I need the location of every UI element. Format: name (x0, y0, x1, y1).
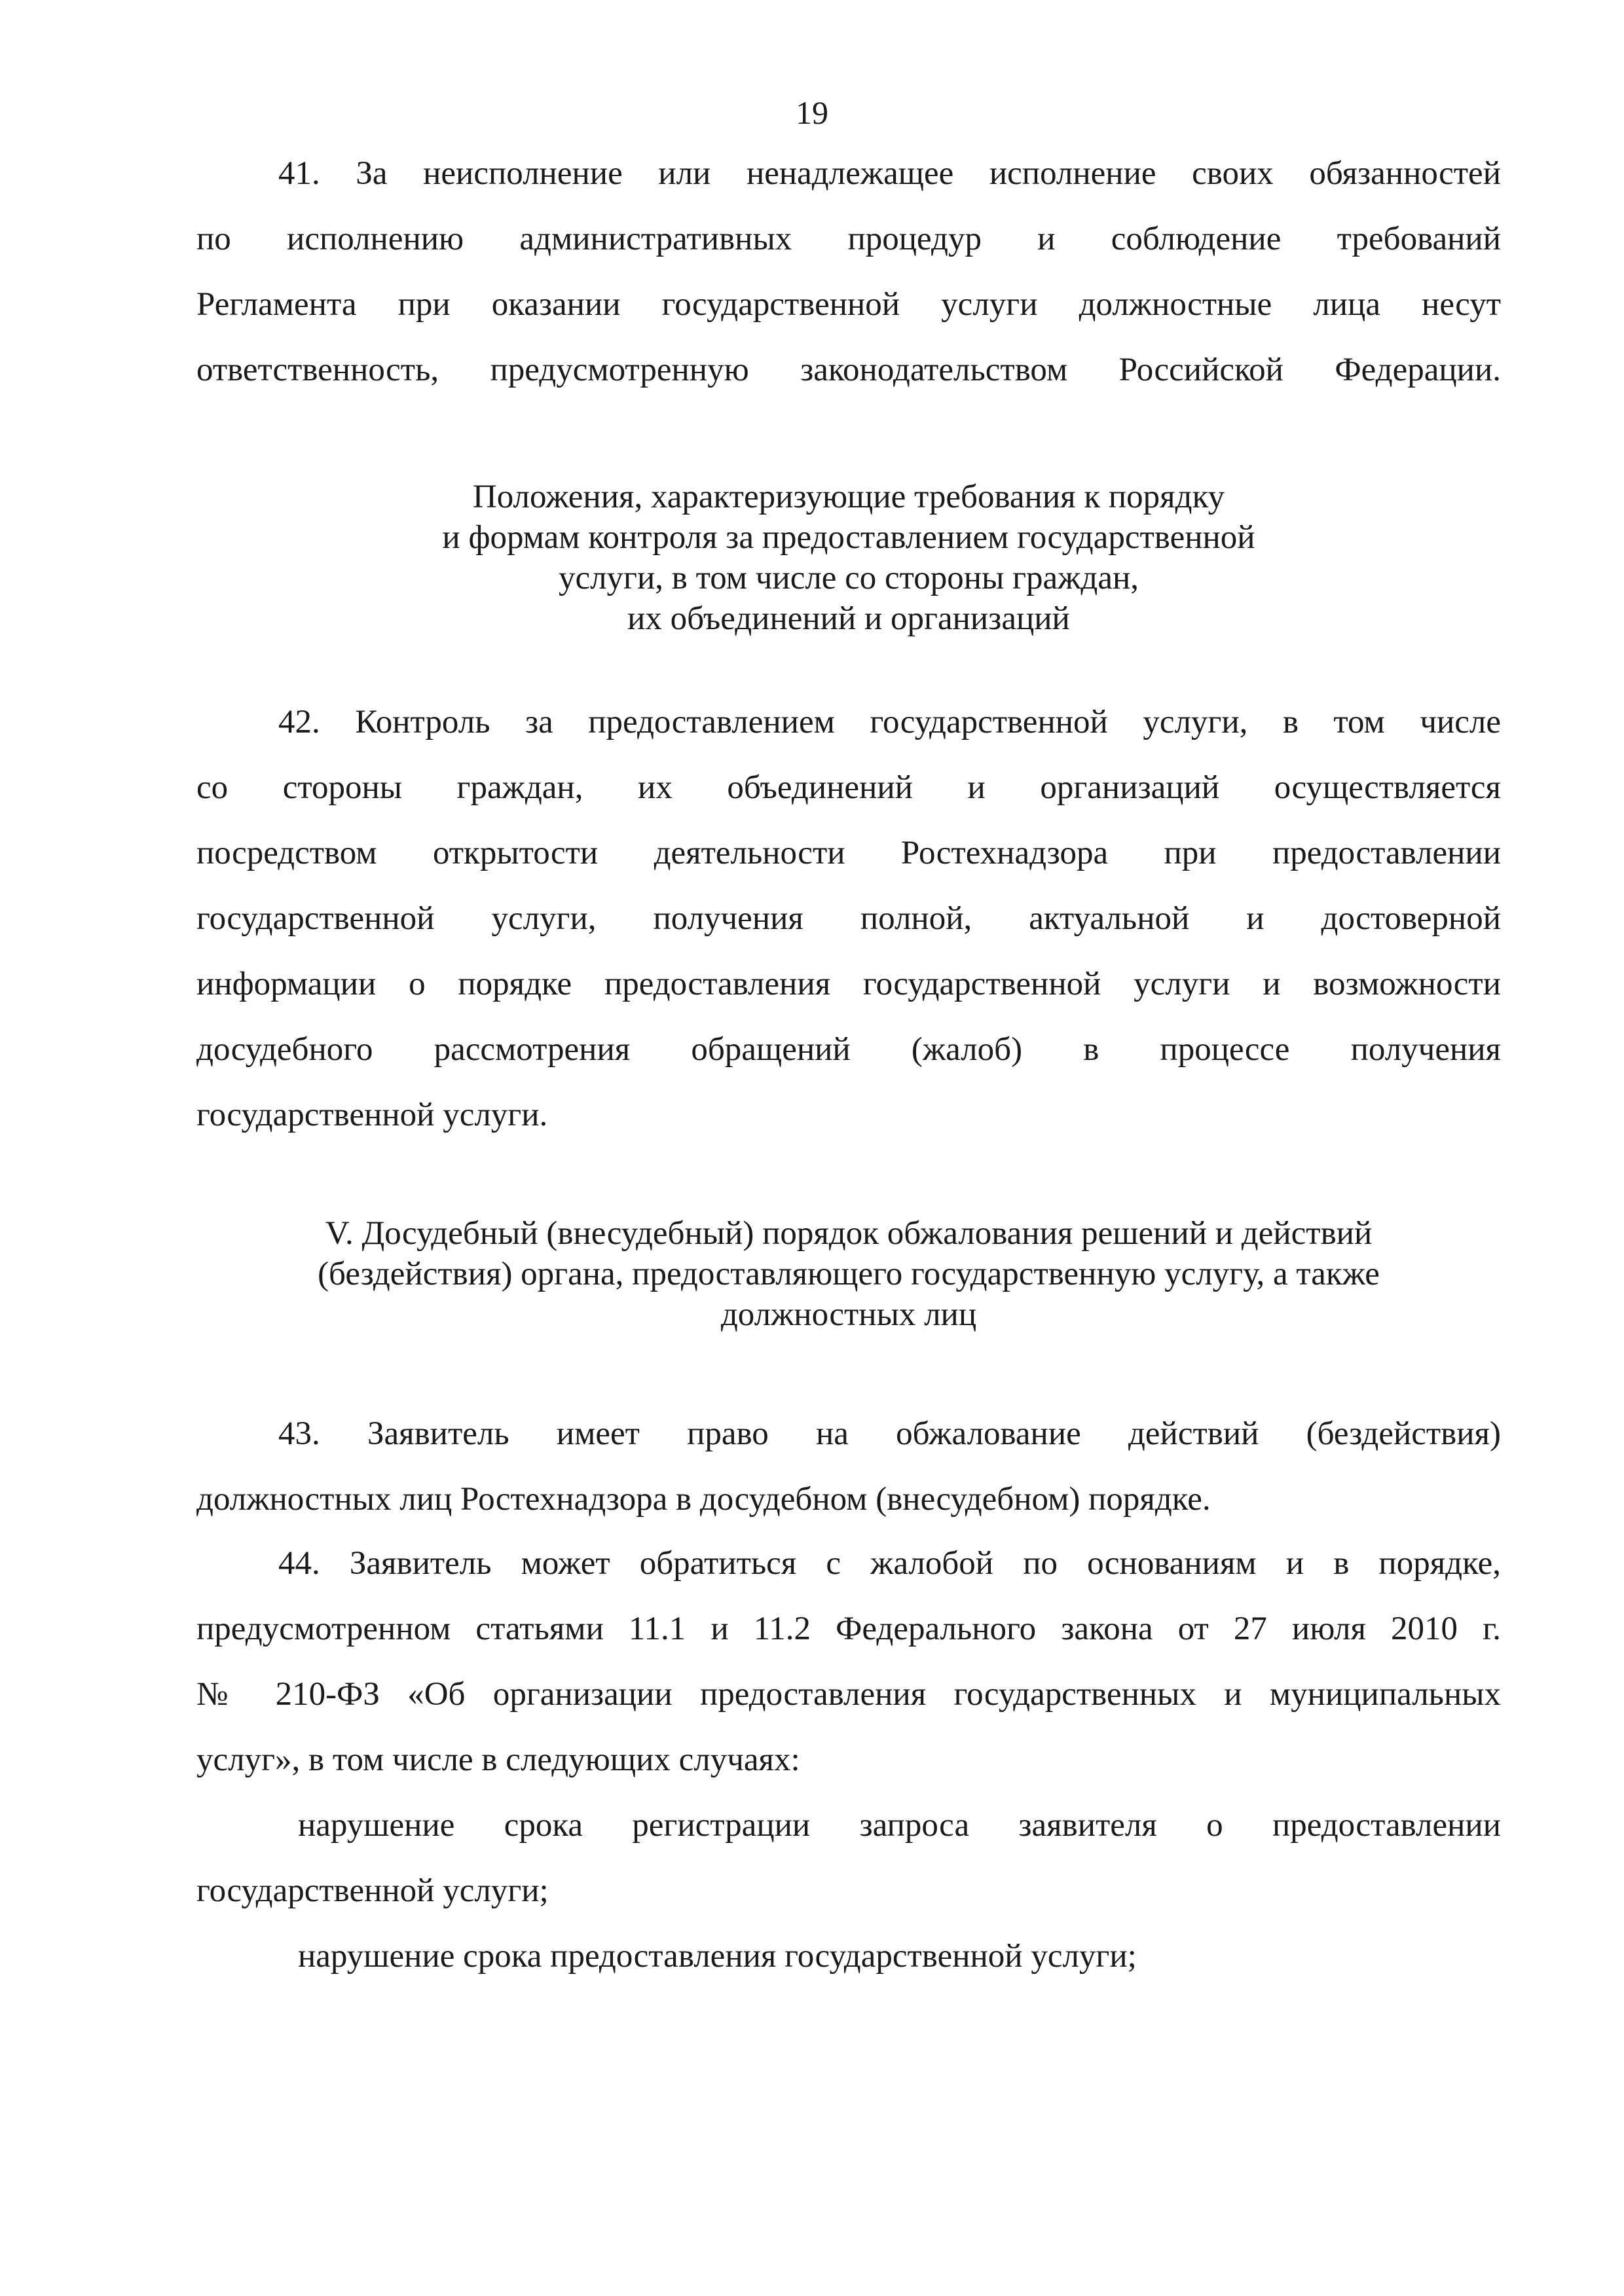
paragraph-43-line-1: 43. Заявитель имеет право на обжалование действий (бездействия) (278, 1415, 1501, 1452)
heading-section-v-line-1: V. Досудебный (внесудебный) порядок обжалования решений и действий (325, 1215, 1373, 1252)
paragraph-44-line-3: № 210-ФЗ «Об организации предоставления государственных и муниципальных (196, 1676, 1501, 1713)
paragraph-42-line-6: досудебного рассмотрения обращений (жалоб) в процессе получения (196, 1031, 1501, 1068)
paragraph-42 (196, 689, 1501, 1148)
list-item (196, 1923, 1501, 1989)
list-item-1-line-2: государственной услуги; (196, 1872, 549, 1909)
list-item (196, 1793, 1501, 1923)
heading-section-v-line-3: должностных лиц (720, 1296, 977, 1333)
paragraph-41-line-3: Регламента при оказании государственной услуги должностные лица несут (196, 286, 1501, 323)
paragraph-41-line-4: ответственность, предусмотренную законодательством Российской Федерации. (196, 352, 1501, 388)
paragraph-42-line-1: 42. Контроль за предоставлением государственной услуги, в том числе (278, 704, 1501, 740)
heading-control-line-3: услуги, в том числе со стороны граждан, (558, 560, 1139, 596)
paragraph-44 (196, 1531, 1501, 1793)
page-number: 19 (796, 94, 828, 131)
paragraph-42-line-4: государственной услуги, получения полной, актуальной и достоверной (196, 900, 1501, 937)
paragraph-42-line-3: посредством открытости деятельности Ростехнадзора при предоставлении (196, 835, 1501, 871)
heading-section-v (196, 1213, 1501, 1335)
heading-control-line-2: и формам контроля за предоставлением государственной (442, 519, 1255, 556)
paragraph-42-line-5: информации о порядке предоставления государственной услуги и возможности (196, 966, 1501, 1002)
paragraph-41 (196, 141, 1501, 403)
heading-control-line-4: их объединений и организаций (627, 600, 1070, 637)
paragraph-43-line-2: должностных лиц Ростехнадзора в досудебном (внесудебном) порядке. (196, 1481, 1211, 1518)
paragraph-41-line-2: по исполнению административных процедур и соблюдение требований (196, 221, 1501, 257)
heading-control-requirements (196, 477, 1501, 639)
paragraph-41-line-1: 41. За неисполнение или ненадлежащее исполнение своих обязанностей (278, 155, 1501, 192)
paragraph-42-line-2: со стороны граждан, их объединений и организаций осуществляется (196, 769, 1501, 806)
paragraph-43 (196, 1401, 1501, 1532)
paragraph-42-line-7: государственной услуги. (196, 1097, 548, 1133)
list-item-1-line-1: нарушение срока регистрации запроса заявителя о предоставлении (298, 1807, 1501, 1844)
heading-control-line-1: Положения, характеризующие требования к порядку (472, 479, 1225, 515)
paragraph-44-line-2: предусмотренном статьями 11.1 и 11.2 Федерального закона от 27 июля 2010 г. (196, 1611, 1501, 1647)
paragraph-44-line-1: 44. Заявитель может обратиться с жалобой по основаниям и в порядке, (278, 1545, 1501, 1582)
heading-section-v-line-2: (бездействия) органа, предоставляющего государственную услугу, а также (318, 1256, 1380, 1292)
paragraph-44-line-4: услуг», в том числе в следующих случаях: (196, 1741, 800, 1778)
list-item-2-line-1: нарушение срока предоставления государственной услуги; (298, 1938, 1137, 1975)
